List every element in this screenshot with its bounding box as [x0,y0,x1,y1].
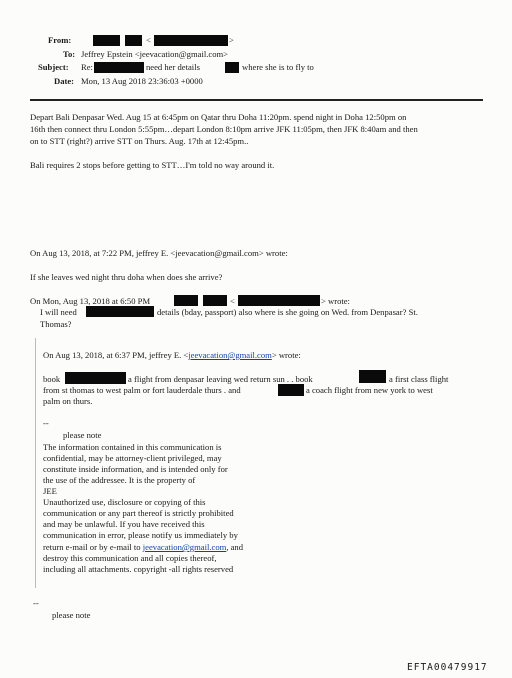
quote2-header-start: On Mon, Aug 13, 2018 at 6:50 PM [30,296,151,306]
date-value: Mon, 13 Aug 2018 23:36:03 +0000 [81,76,203,86]
redaction-box [225,62,239,73]
quote3-header-end: > wrote: [271,350,301,360]
bottom-dashes: -- [33,598,39,608]
quote-bar [35,338,36,588]
subject-re: Re: [81,62,93,72]
subject-mid: need her details [146,62,200,72]
quote2-line1-start: I will need [40,307,77,317]
disclaimer-line: including all attachments. copyright -all rights reserved [43,564,234,574]
quote2-header-bracket: < [230,296,235,306]
body-line-1: Depart Bali Denpasar Wed. Aug 15 at 6:45pm on Qatar thru Doha 11:20pm. spend night in Doha 12:50pm on [30,112,407,122]
from-bracket-close: > [229,35,234,45]
body-line-3: on to STT (right?) arrive STT on Thurs. Aug. 17th at 12:45pm.. [30,136,249,146]
disclaimer-line: confidential, may be attorney-client privileged, may [43,453,222,463]
redaction-box [86,306,154,317]
redaction-box [359,370,386,383]
quote2-line2: Thomas? [40,319,72,329]
redaction-box [238,295,320,306]
signature-please-note: please note [63,430,102,440]
redaction-box [94,62,144,73]
disclaimer-line: constitute inside information, and is intended only for [43,464,228,474]
date-label: Date: [54,76,75,86]
redaction-box [174,295,198,306]
disclaimer-line: and may be unlawful. If you have received this [43,519,205,529]
redaction-box [93,35,120,46]
disclaimer-line: JEE [43,486,57,496]
from-bracket-open: < [146,35,151,45]
body-line-2: 16th then connect thru London 5:55pm…depart London 8:10pm arrive JFK 11:05pm, then JFK 8:40am and then [30,124,418,134]
body-paragraph-2: Bali requires 2 stops before getting to STT…I'm told no way around it. [30,160,275,170]
quote3-l2-a: from st thomas to west palm or fort lauderdale thurs . and [43,385,241,395]
quote3-header-start: On Aug 13, 2018, at 6:37 PM, jeffrey E. < [43,350,189,360]
quote2-header-end: > wrote: [321,296,350,306]
signature-dashes: -- [43,418,49,428]
quote3-l3: palm on thurs. [43,396,93,406]
quote3-header-link[interactable]: jeevacation@gmail.com [188,350,272,360]
from-label: From: [48,35,72,45]
bates-number: EFTA00479917 [407,662,488,673]
redaction-box [278,384,304,396]
disclaimer-line: communication or any part thereof is strictly prohibited [43,508,234,518]
quote3-header [43,350,301,361]
return-suffix: , and [226,542,244,552]
disclaimer-line: The information contained in this communication is [43,442,222,452]
disclaimer-return-line [43,542,243,553]
quote3-l1-c: a first class flight [389,374,449,384]
to-label: To: [63,49,76,59]
subject-end: where she is to fly to [242,62,314,72]
disclaimer-line: destroy this communication and all copies thereof, [43,553,217,563]
disclaimer-line: the use of the addressee. It is the property of [43,475,196,485]
bottom-please-note: please note [52,610,91,620]
to-value: Jeffrey Epstein <jeevacation@gmail.com> [81,49,229,59]
return-prefix: return e-mail or by e-mail to [43,542,143,552]
subject-label: Subject: [38,62,69,72]
header-divider [30,99,483,101]
redaction-box [203,295,227,306]
quote1-header: On Aug 13, 2018, at 7:22 PM, jeffrey E. <jeevacation@gmail.com> wrote: [30,248,288,258]
return-email-link[interactable]: jeevacation@gmail.com [142,542,227,552]
redaction-box [65,372,126,384]
disclaimer-line: Unauthorized use, disclosure or copying of this [43,497,206,507]
redaction-box [125,35,142,46]
quote2-line1-end: details (bday, passport) also where is she going on Wed. from Denpasar? St. [157,307,418,317]
redaction-box [154,35,228,46]
quote3-l1-b: a flight from denpasar leaving wed return sun . . book [128,374,313,384]
quote1-text: If she leaves wed night thru doha when does she arrive? [30,272,223,282]
disclaimer-line: communication in error, please notify us immediately by [43,530,238,540]
quote3-l1-a: book [43,374,61,384]
quote3-l2-b: a coach flight from new york to west [306,385,433,395]
